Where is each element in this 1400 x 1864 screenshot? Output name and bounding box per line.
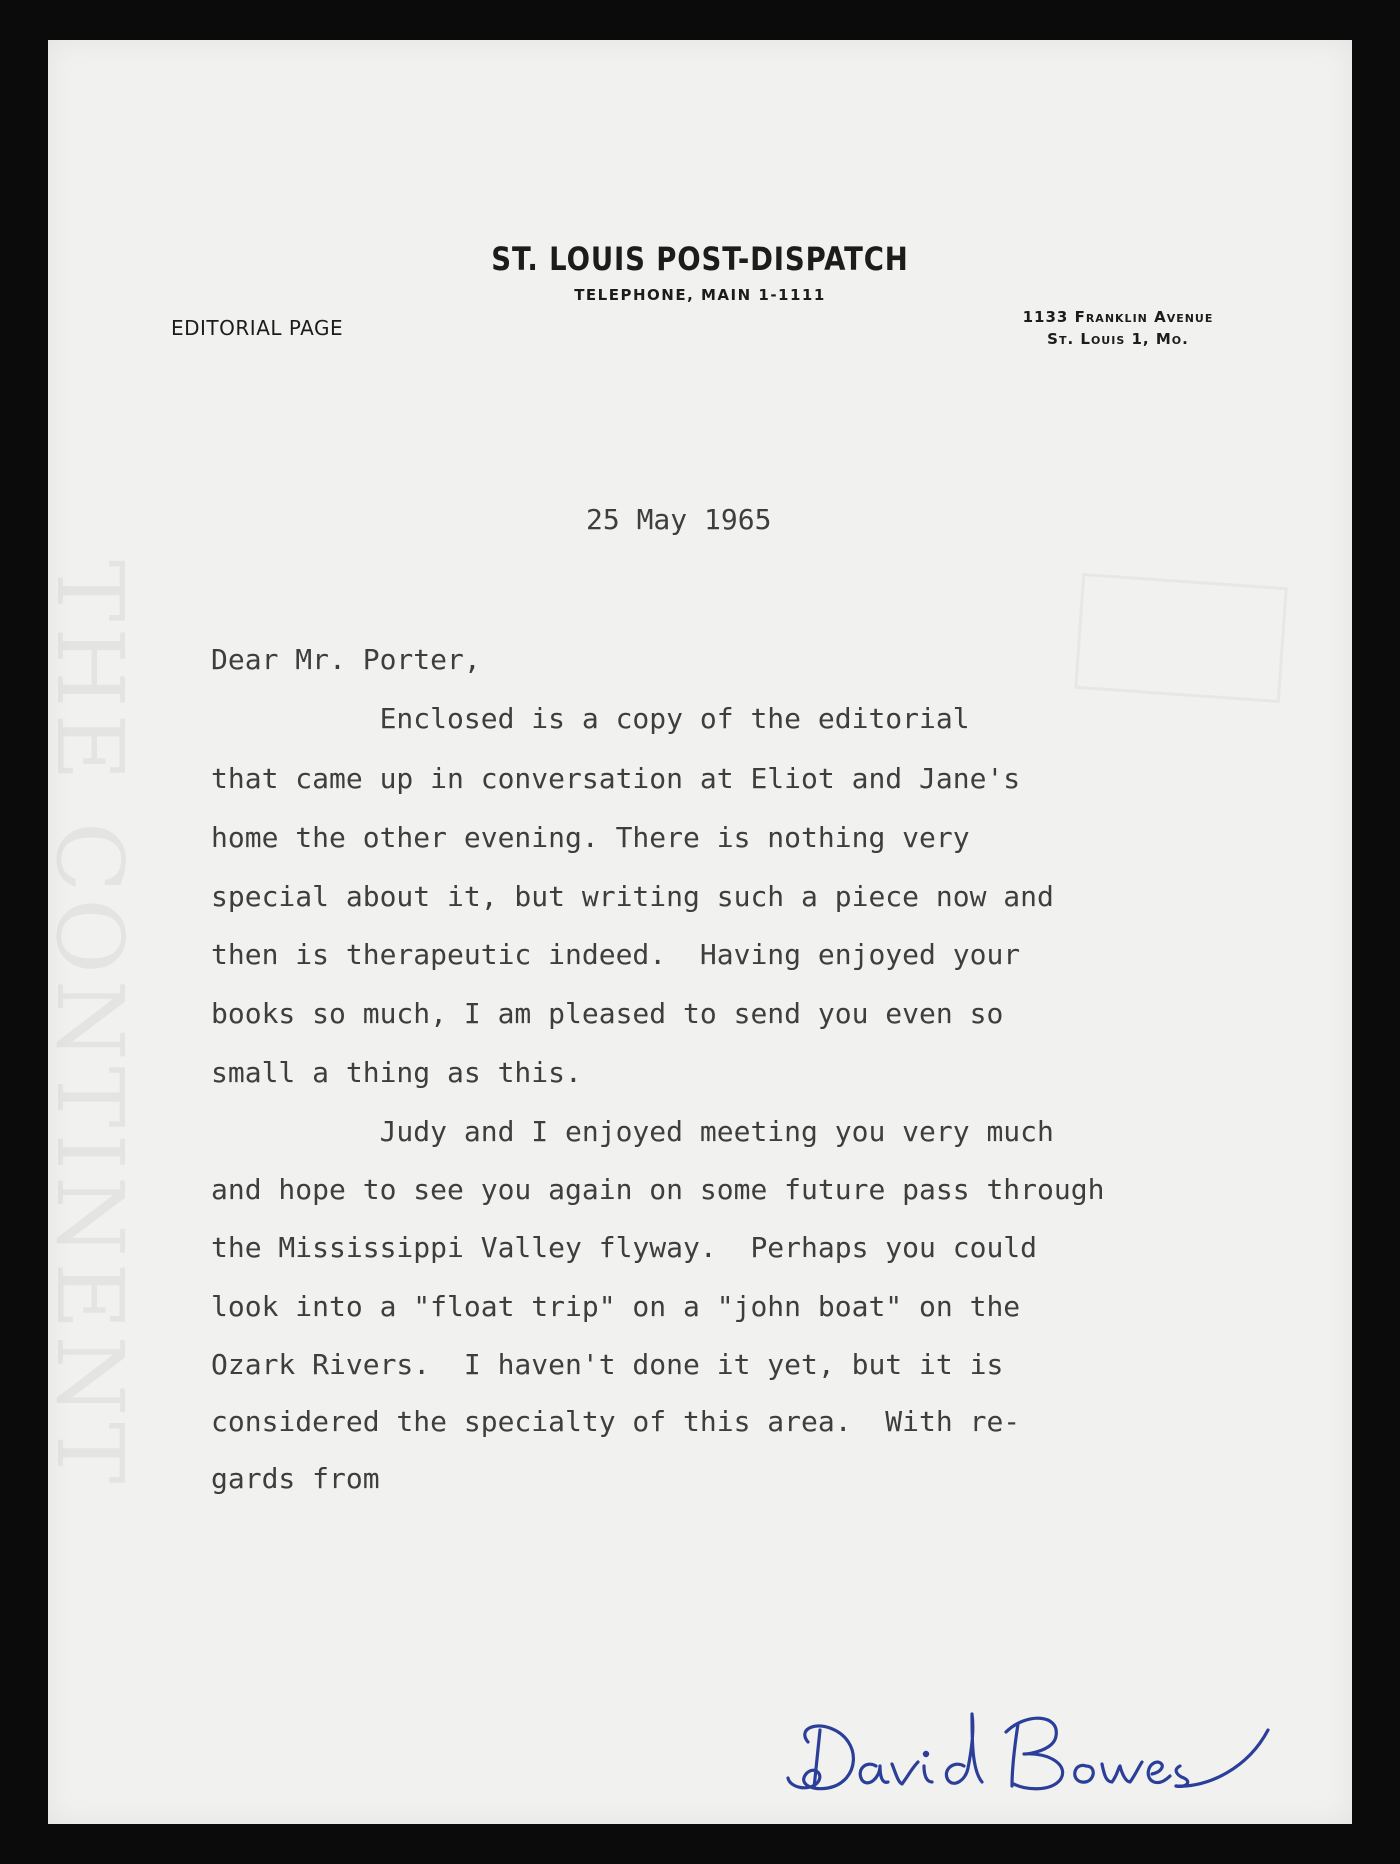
- body-line: Ozark Rivers. I haven't done it yet, but it is: [211, 1348, 1004, 1381]
- address-line: 1133 Franklin Avenue: [1022, 308, 1214, 326]
- letterhead-department: EDITORIAL PAGE: [171, 316, 344, 340]
- body-line: books so much, I am pleased to send you even so: [211, 997, 1004, 1030]
- body-line: special about it, but writing such a piece now and: [211, 880, 1054, 913]
- body-line: that came up in conversation at Eliot and Jane's: [211, 762, 1021, 795]
- letterhead-address: [968, 306, 1268, 350]
- body-line: Enclosed is a copy of the editorial: [211, 702, 970, 735]
- handwritten-signature: [768, 1670, 1288, 1830]
- reverse-side-mark: [1074, 573, 1288, 703]
- letterhead: [48, 240, 1352, 304]
- body-line: the Mississippi Valley flyway. Perhaps you could: [211, 1231, 1038, 1264]
- body-line: look into a "float trip" on a "john boat" on the: [211, 1290, 1021, 1323]
- body-line: considered the specialty of this area. With re-: [211, 1405, 1021, 1438]
- body-line: then is therapeutic indeed. Having enjoyed your: [211, 938, 1021, 971]
- letterhead-telephone: TELEPHONE, MAIN 1-1111: [574, 286, 826, 304]
- body-line: and hope to see you again on some future pass through: [211, 1173, 1105, 1206]
- letter-page: [36, 40, 1352, 1824]
- reverse-side-bleed: THE CONTINENT: [36, 560, 143, 1490]
- body-line: Judy and I enjoyed meeting you very much: [211, 1115, 1054, 1148]
- letter-date: 25 May 1965: [586, 503, 772, 536]
- letter-salutation: Dear Mr. Porter,: [211, 643, 481, 676]
- body-line: small a thing as this.: [211, 1056, 582, 1089]
- address-line: St. Louis 1, Mo.: [1047, 330, 1189, 348]
- newspaper-name: ST. LOUIS POST-DISPATCH: [491, 240, 909, 278]
- body-line: gards from: [211, 1462, 380, 1495]
- body-line: home the other evening. There is nothing very: [211, 821, 970, 854]
